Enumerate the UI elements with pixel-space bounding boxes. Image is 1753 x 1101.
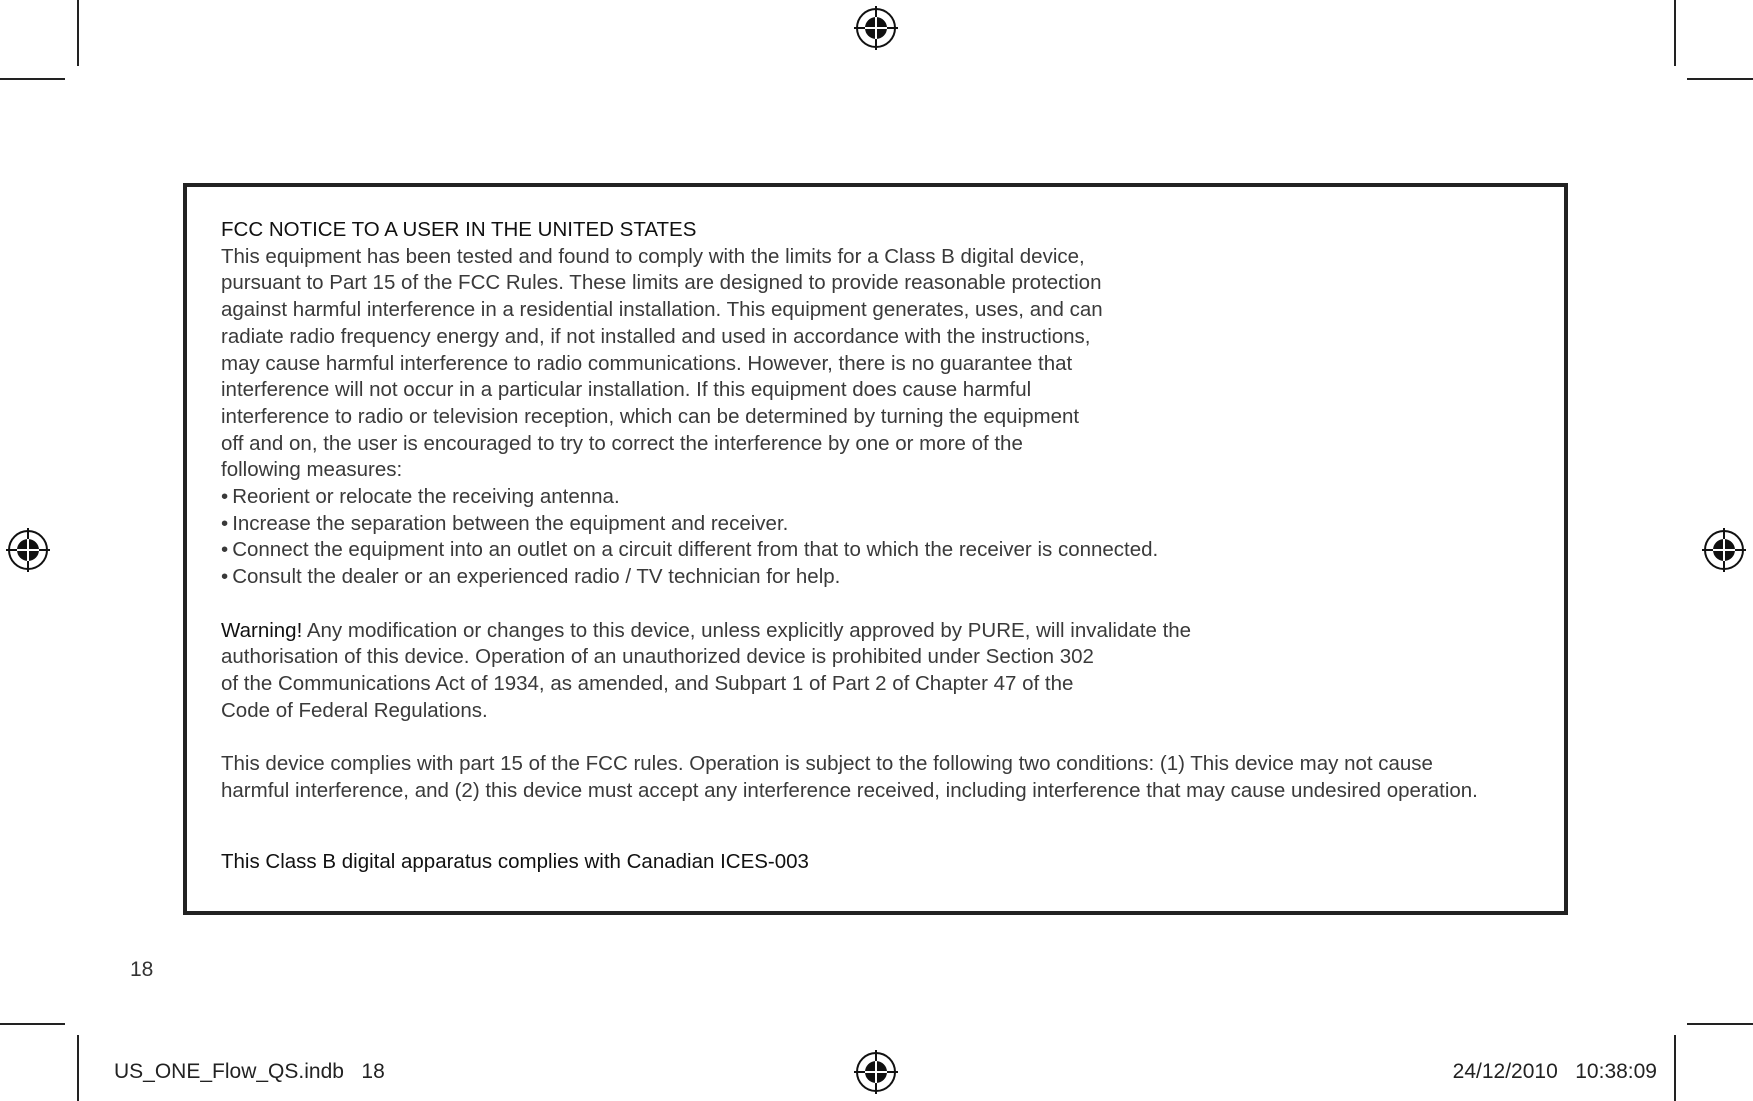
warning-label: Warning!: [221, 618, 303, 642]
registration-mark-top-icon: [854, 6, 898, 50]
list-item: • Reorient or relocate the receiving antenna.: [221, 484, 1556, 511]
registration-mark-left-icon: [6, 528, 50, 572]
slug-file-name: US_ONE_Flow_QS.indb 18: [114, 1060, 385, 1083]
notice-content: [221, 217, 1556, 875]
registration-mark-bottom-icon: [854, 1050, 898, 1094]
crop-mark-bottom-left-vertical: [77, 1035, 79, 1101]
warning-text: Any modification or changes to this device, unless explicitly approved by PURE, will invalidate the authorisation of this device. Operation of an unauthorized device is prohibited under Section 302 of the Communications Act of 1934, as amended, and Subpart 1 of Part 2 of Chapter 47 of the Code of Federal Regulations.: [221, 618, 1192, 722]
fcc-notice-box: [183, 183, 1568, 915]
crop-mark-top-right-vertical: [1674, 0, 1676, 66]
list-item: • Increase the separation between the equipment and receiver.: [221, 511, 1556, 538]
compliance-paragraph: This device complies with part 15 of the FCC rules. Operation is subject to the following two conditions: (1) This device may not cause harmful interference, and (2) this device must accept any interference received, including interference that may cause undesired operation.: [221, 752, 1478, 803]
registration-mark-right-icon: [1702, 528, 1746, 572]
list-item: • Connect the equipment into an outlet on a circuit different from that to which the receiver is connected.: [221, 537, 1556, 564]
list-item: • Consult the dealer or an experienced radio / TV technician for help.: [221, 564, 1556, 591]
crop-mark-top-left-vertical: [77, 0, 79, 66]
crop-mark-top-left-horizontal: [0, 78, 65, 80]
crop-mark-top-right-horizontal: [1687, 78, 1753, 80]
page-number: 18: [130, 958, 154, 981]
measures-list: [221, 484, 1556, 591]
crop-mark-bottom-right-horizontal: [1687, 1023, 1753, 1025]
slug-datetime: 24/12/2010 10:38:09: [1452, 1060, 1657, 1083]
notice-title: FCC NOTICE TO A USER IN THE UNITED STATES: [221, 218, 697, 241]
warning-paragraph: [221, 618, 1556, 725]
crop-mark-bottom-right-vertical: [1674, 1035, 1676, 1101]
crop-mark-bottom-left-horizontal: [0, 1023, 65, 1025]
notice-intro: This equipment has been tested and found to comply with the limits for a Class B digital device, pursuant to Part 15 of the FCC Rules. These limits are designed to provide reasonable protection against harmful interference in a residential installation. This equipment generates, uses, and can radiate radio frequency energy and, if not installed and used in accordance with the instructions, may cause harmful interference to radio communications. However, there is no guarantee that interference will not occur in a particular installation. If this equipment does cause harmful interference to radio or television reception, which can be determined by turning the equipment off and on, the user is encouraged to try to correct the interference by one or more of the following measures:: [221, 244, 1103, 482]
canada-statement: This Class B digital apparatus complies with Canadian ICES-003: [221, 849, 809, 873]
